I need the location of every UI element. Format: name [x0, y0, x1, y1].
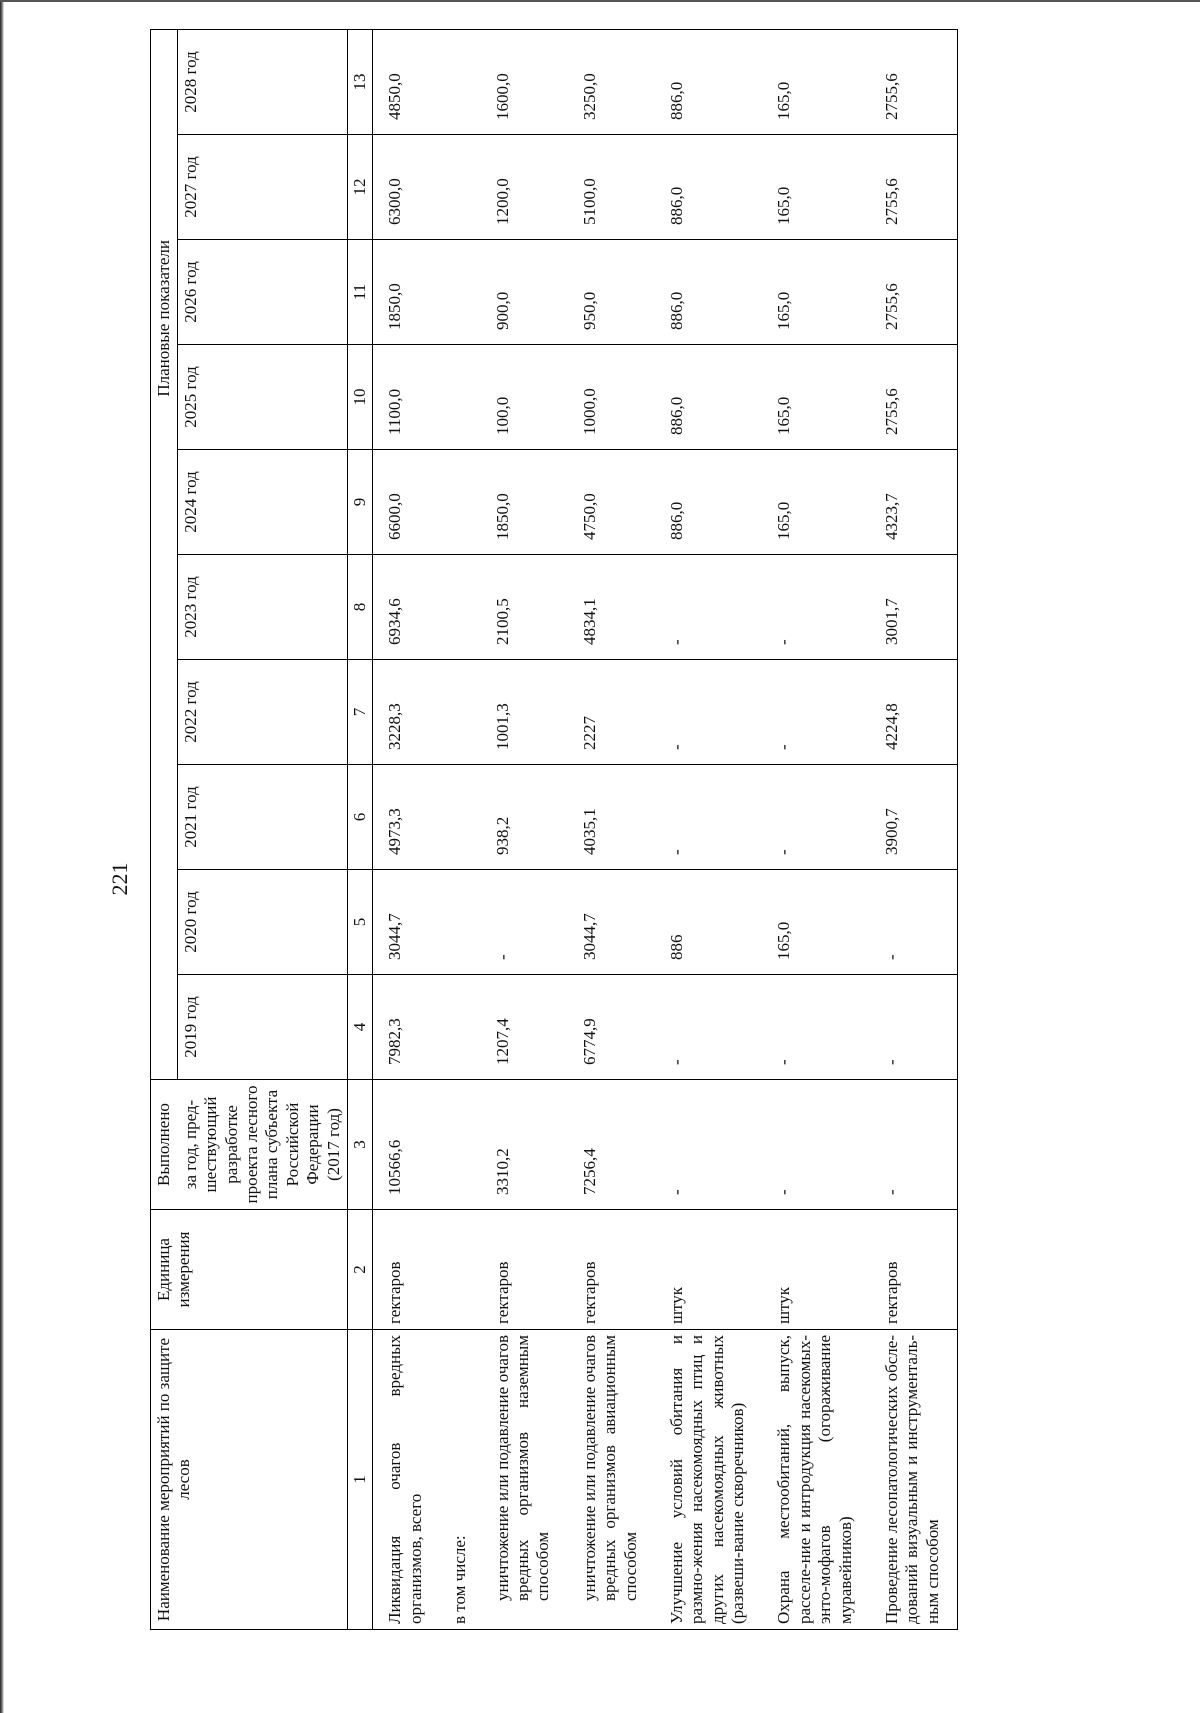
cell-value: -: [655, 1080, 763, 1210]
cell-value: 886,0: [655, 345, 763, 450]
cell-value: -: [870, 975, 958, 1080]
column-number: 4: [348, 975, 373, 1080]
header-year-2024: 2024 год: [178, 450, 348, 555]
header-completed: за год, пред-шествующий разработке проекта лесного плана субъекта Российской Федерации (2017 год): [178, 1080, 348, 1210]
cell-value: [440, 555, 480, 660]
table-row: [568, 29, 655, 1629]
cell-value: 4224,8: [870, 660, 958, 765]
cell-value: 3044,7: [568, 870, 655, 975]
header-plan-group: Плановые показатели: [151, 29, 178, 1079]
cell-value: 4323,7: [870, 450, 958, 555]
cell-value: 4973,3: [373, 765, 440, 870]
cell-value: -: [655, 765, 763, 870]
cell-value: 165,0: [762, 450, 870, 555]
cell-value: 165,0: [762, 345, 870, 450]
cell-value: [440, 345, 480, 450]
cell-value: -: [762, 555, 870, 660]
row-unit: штук: [655, 1210, 763, 1330]
table-row: [870, 29, 958, 1629]
column-number: 10: [348, 345, 373, 450]
header-completed-top: Выполнено: [151, 1080, 178, 1210]
table-row: [373, 29, 440, 1629]
cell-value: [440, 29, 480, 134]
cell-value: -: [655, 975, 763, 1080]
cell-value: 2755,6: [870, 135, 958, 240]
column-number: 9: [348, 450, 373, 555]
cell-value: [440, 765, 480, 870]
header-activity-name: Наименование мероприятий по защите лесов: [151, 1330, 348, 1630]
row-unit: гектаров: [481, 1210, 568, 1330]
cell-value: 165,0: [762, 135, 870, 240]
cell-value: 7256,4: [568, 1080, 655, 1210]
cell-value: 3310,2: [481, 1080, 568, 1210]
cell-value: 6300,0: [373, 135, 440, 240]
table-row: [481, 29, 568, 1629]
cell-value: 3900,7: [870, 765, 958, 870]
column-number: 8: [348, 555, 373, 660]
column-number: 12: [348, 135, 373, 240]
column-number-row: [348, 29, 373, 1629]
cell-value: 2755,6: [870, 240, 958, 345]
cell-value: 4035,1: [568, 765, 655, 870]
column-number: 3: [348, 1080, 373, 1210]
cell-value: 1200,0: [481, 135, 568, 240]
row-unit: гектаров: [568, 1210, 655, 1330]
scan-edge-top: [0, 0, 1200, 2]
cell-value: 3001,7: [870, 555, 958, 660]
cell-value: 165,0: [762, 870, 870, 975]
cell-value: -: [870, 1080, 958, 1210]
row-activity-name: в том числе:: [440, 1330, 480, 1630]
row-activity-name: Улучшение условий обитания и размно-жения насекомоядных птиц и других насекомоядных животных (развеши-вание скворечников): [655, 1330, 763, 1630]
cell-value: 886,0: [655, 29, 763, 134]
column-number: 2: [348, 1210, 373, 1330]
row-activity-name: Проведение лесопатологических обсле-дований визуальным и инструменталь-ным способом: [870, 1330, 958, 1630]
header-year-2022: 2022 год: [178, 660, 348, 765]
row-unit: гектаров: [870, 1210, 958, 1330]
cell-value: 900,0: [481, 240, 568, 345]
cell-value: 886,0: [655, 240, 763, 345]
cell-value: 886: [655, 870, 763, 975]
header-year-2019: 2019 год: [178, 975, 348, 1080]
cell-value: 1600,0: [481, 29, 568, 134]
cell-value: 6600,0: [373, 450, 440, 555]
cell-value: 10566,6: [373, 1080, 440, 1210]
cell-value: -: [762, 975, 870, 1080]
cell-value: 165,0: [762, 29, 870, 134]
rotated-table-container: [150, 30, 1050, 1630]
cell-value: 1000,0: [568, 345, 655, 450]
cell-value: 1001,3: [481, 660, 568, 765]
column-number: 13: [348, 29, 373, 134]
header-year-2020: 2020 год: [178, 870, 348, 975]
table-row: [440, 29, 480, 1629]
column-number: 5: [348, 870, 373, 975]
header-year-2027: 2027 год: [178, 135, 348, 240]
cell-value: [440, 870, 480, 975]
cell-value: [440, 975, 480, 1080]
cell-value: -: [762, 1080, 870, 1210]
cell-value: [440, 135, 480, 240]
cell-value: -: [655, 555, 763, 660]
cell-value: 4834,1: [568, 555, 655, 660]
table-row: [762, 29, 870, 1629]
cell-value: -: [762, 765, 870, 870]
cell-value: 5100,0: [568, 135, 655, 240]
cell-value: 4850,0: [373, 29, 440, 134]
cell-value: 3228,3: [373, 660, 440, 765]
cell-value: 2227: [568, 660, 655, 765]
cell-value: 938,2: [481, 765, 568, 870]
row-unit: гектаров: [373, 1210, 440, 1330]
row-activity-name: уничтожение или подавление очагов вредных организмов авиационным способом: [568, 1330, 655, 1630]
cell-value: 2755,6: [870, 29, 958, 134]
cell-value: 6934,6: [373, 555, 440, 660]
cell-value: 165,0: [762, 240, 870, 345]
cell-value: [440, 660, 480, 765]
column-number: 7: [348, 660, 373, 765]
cell-value: 886,0: [655, 450, 763, 555]
header-year-2028: 2028 год: [178, 29, 348, 134]
row-activity-name: Охрана местообитаний, выпуск, расселе-ние и интродукция насекомых-энто-мофагов (огораживание муравейников): [762, 1330, 870, 1630]
row-unit: штук: [762, 1210, 870, 1330]
header-year-2025: 2025 год: [178, 345, 348, 450]
cell-value: 950,0: [568, 240, 655, 345]
cell-value: 886,0: [655, 135, 763, 240]
cell-value: 1850,0: [481, 450, 568, 555]
cell-value: 6774,9: [568, 975, 655, 1080]
cell-value: [440, 240, 480, 345]
cell-value: 2755,6: [870, 345, 958, 450]
forest-protection-table: [150, 29, 958, 1630]
row-activity-name: Ликвидация очагов вредных организмов, всего: [373, 1330, 440, 1630]
cell-value: 3044,7: [373, 870, 440, 975]
column-number: 11: [348, 240, 373, 345]
column-number: 6: [348, 765, 373, 870]
cell-value: -: [481, 870, 568, 975]
cell-value: 100,0: [481, 345, 568, 450]
scan-edge-left: [0, 0, 4, 1713]
cell-value: 3250,0: [568, 29, 655, 134]
table-row: [655, 29, 763, 1629]
cell-value: -: [655, 660, 763, 765]
cell-value: 1100,0: [373, 345, 440, 450]
cell-value: [440, 450, 480, 555]
cell-value: -: [870, 870, 958, 975]
cell-value: 2100,5: [481, 555, 568, 660]
column-number: 1: [348, 1330, 373, 1630]
page-number: 221: [107, 862, 132, 896]
header-year-2021: 2021 год: [178, 765, 348, 870]
row-activity-name: уничтожение или подавление очагов вредных организмов наземным способом: [481, 1330, 568, 1630]
cell-value: 1850,0: [373, 240, 440, 345]
header-unit: Единица измерения: [151, 1210, 348, 1330]
cell-value: 4750,0: [568, 450, 655, 555]
row-unit: [440, 1210, 480, 1330]
cell-value: [440, 1080, 480, 1210]
cell-value: 1207,4: [481, 975, 568, 1080]
header-year-2023: 2023 год: [178, 555, 348, 660]
cell-value: 7982,3: [373, 975, 440, 1080]
cell-value: -: [762, 660, 870, 765]
header-year-2026: 2026 год: [178, 240, 348, 345]
